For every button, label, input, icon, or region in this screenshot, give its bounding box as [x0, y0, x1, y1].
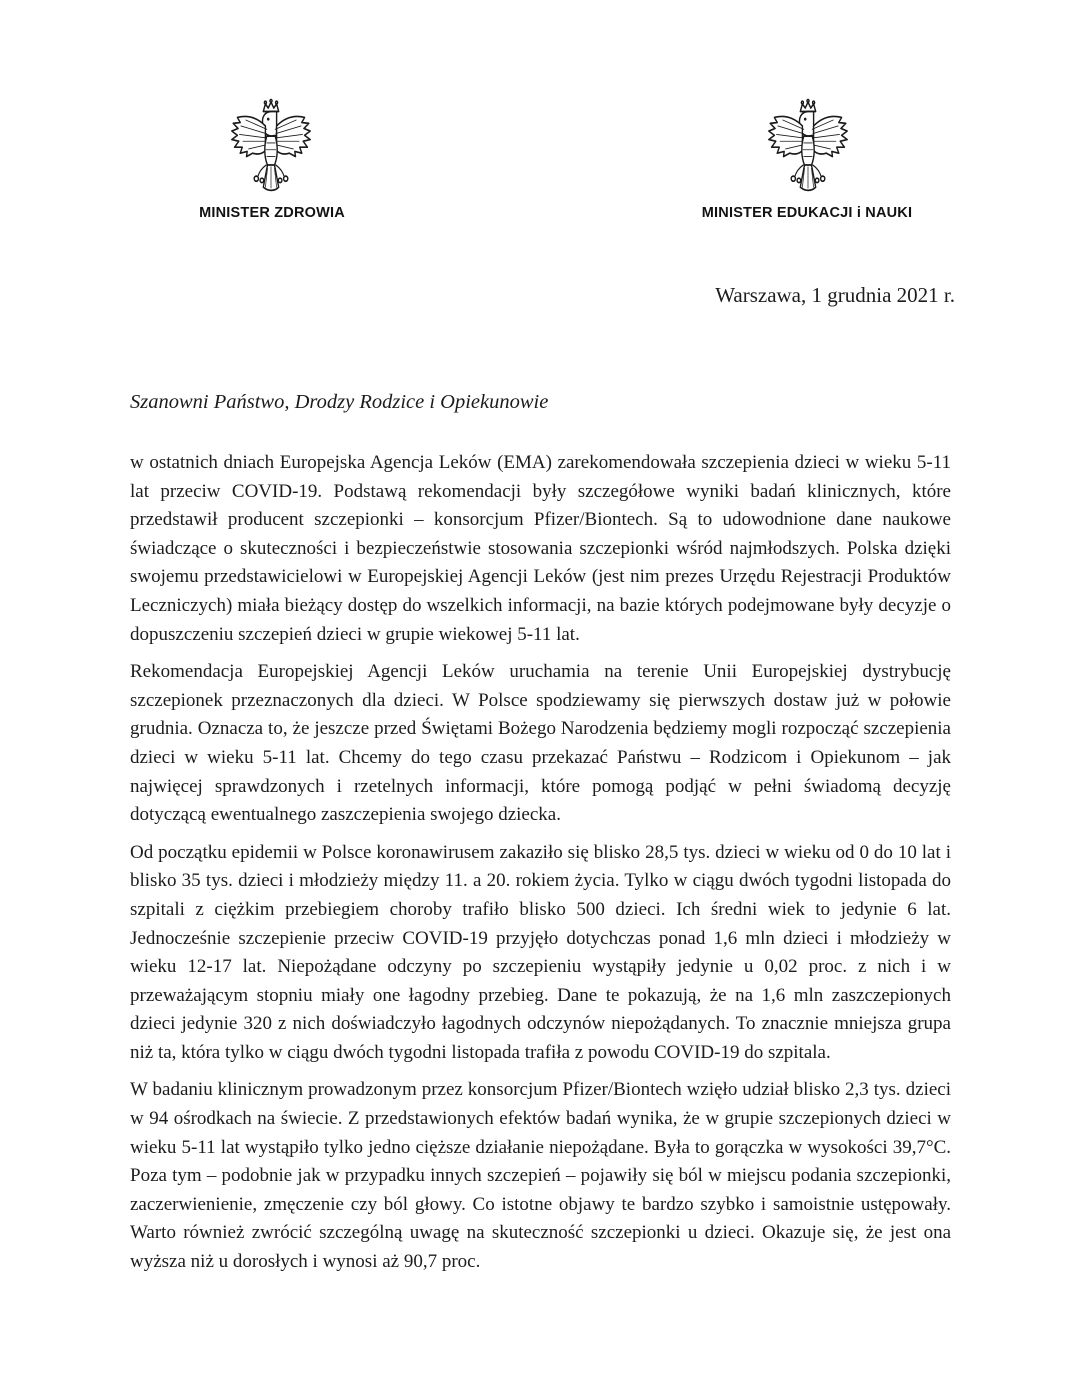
- salutation: Szanowni Państwo, Drodzy Rodzice i Opiekunowie: [130, 391, 549, 413]
- paragraph-epidemic-statistics: Od początku epidemii w Polsce koronawirusem zakaziło się blisko 28,5 tys. dzieci w wieku od 0 do 10 lat i blisko 35 tys. dzieci i młodzieży między 11. a 20. rokiem życia. Tylko w ciągu dwóch tygodni listopada do szpitali z ciężkim przebiegiem choroby trafiło blisko 500 dzieci. Ich średni wiek to jedynie 6 lat. Jednocześnie szczepienie przeciw COVID-19 przyjęło dotychczas ponad 1,6 mln dzieci i młodzieży w wieku 12-17 lat. Niepożądane odczyny po szczepieniu wystąpiły jedynie u 0,02 proc. z nich i w przeważającym stopniu miały one łagodny przebieg. Dane te pokazują, że na 1,6 mln zaszczepionych dzieci jedynie 320 z nich doświadczyło łagodnych odczynów niepożądanych. To znacznie mniejsza grupa niż ta, która tylko w ciągu dwóch tygodni listopada trafiła z powodu COVID-19 do szpitala.: [130, 841, 951, 1063]
- ministry-label-health: MINISTER ZDROWIA: [199, 205, 345, 221]
- dateline: Warszawa, 1 grudnia 2021 r.: [715, 283, 955, 307]
- paragraph-clinical-trial: W badaniu klinicznym prowadzonym przez konsorcjum Pfizer/Biontech wzięło udział blisko 2,3 tys. dzieci w 94 ośrodkach na świecie. Z przedstawionych efektów badań wynika, że w grupie szczepionych dzieci w wieku 5-11 lat wystąpiło tylko jedno cięższe działanie niepożądane. Była to gorączka w wysokości 39,7°C. Poza tym – podobnie jak w przypadku innych szczepień – pojawiły się ból w miejscu podania szczepionki, zaczerwienienie, zmęczenie czy ból głowy. Co istotne objawy te bardzo szybko i samoistnie ustępowały. Warto również zwrócić szczególną uwagę na skuteczność szczepionki u dzieci. Okazuje się, że jest ona wyższa niż u dorosłych i wynosi aż 90,7 proc.: [130, 1079, 951, 1273]
- polish-eagle-emblem: [229, 97, 313, 194]
- ministry-label-education: MINISTER EDUKACJI i NAUKI: [701, 205, 913, 221]
- paragraph-ema-recommendation: w ostatnich dniach Europejska Agencja Leków (EMA) zarekomendowała szczepienia dzieci w wieku 5-11 lat przeciw COVID-19. Podstawą rekomendacji były szczegółowe wyniki badań klinicznych, które przedstawił producent szczepionki – konsorcjum Pfizer/Biontech. Są to udowodnione dane naukowe świadczące o skuteczności i bezpieczeństwie stosowania szczepionki wśród najmłodszych. Polska dzięki swojemu przedstawicielowi w Europejskiej Agencji Leków (jest nim prezes Urzędu Rejestracji Produktów Leczniczych) miała bieżący dostęp do wszelkich informacji, na bazie których podejmowane były decyzje o dopuszczeniu szczepień dzieci w grupie wiekowej 5-11 lat.: [130, 452, 951, 645]
- paragraph-distribution: Rekomendacja Europejskiej Agencji Leków uruchamia na terenie Unii Europejskiej dystrybucję szczepionek przeznaczonych dla dzieci. W Polsce spodziewamy się pierwszych dostaw już w połowie grudnia. Oznacza to, że jeszcze przed Świętami Bożego Narodzenia będziemy mogli rozpocząć szczepienia dzieci w wieku 5-11 lat. Chcemy do tego czasu przekazać Państwu – Rodzicom i Opiekunom – jak najwięcej sprawdzonych i rzetelnych informacji, które pomogą podjąć w pełni świadomą decyzję dotyczącą ewentualnego zaszczepienia swojego dziecka.: [130, 661, 951, 826]
- letter-body: [130, 449, 951, 1286]
- polish-eagle-emblem: [766, 97, 850, 194]
